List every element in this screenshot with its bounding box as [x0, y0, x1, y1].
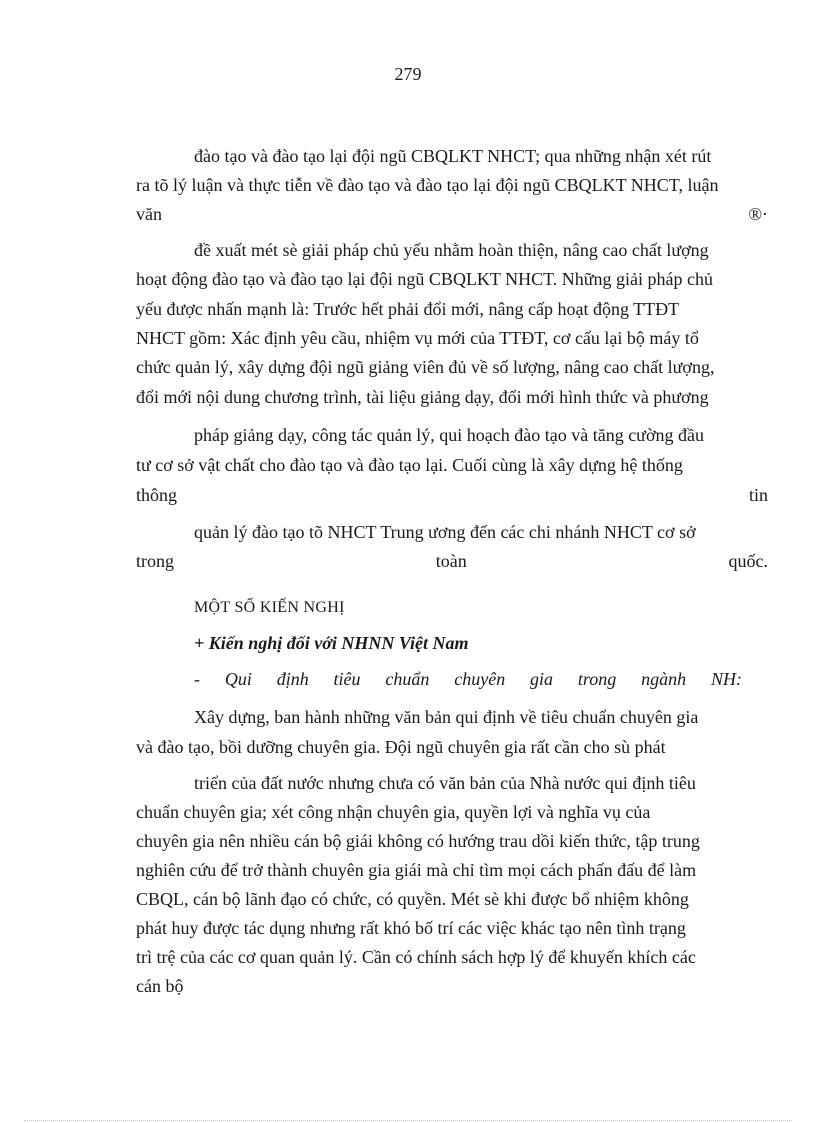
text-line: NHCT gồm: Xác định yêu cầu, nhiệm vụ mới của TTĐT, cơ cấu lại bộ máy tổ [136, 328, 699, 348]
text-word: chuẩn [385, 669, 430, 689]
text-line [136, 550, 768, 572]
text-word: ngành [641, 669, 687, 689]
text-word: định [276, 669, 309, 689]
text-line: CBQL, cán bộ lãnh đạo có chức, có quyền. Mét sè khi được bổ nhiệm không [136, 889, 689, 909]
text-word: quốc. [728, 551, 768, 571]
text-word: NH: [710, 669, 742, 689]
text-word: trong [136, 551, 174, 571]
text-line: pháp giảng dạy, công tác quản lý, qui hoạch đào tạo và tăng cường đầu [194, 425, 704, 445]
text-word: tin [748, 485, 768, 505]
section-heading: MỘT SỐ KIẾN NGHỊ [194, 599, 345, 616]
text-line: phát huy được tác dụng nhưng rất khó bố trí các việc khác tạo nên tình trạng [136, 918, 686, 938]
italic-line [194, 668, 742, 690]
text-line: hoạt động đào tạo và đào tạo lại đội ngũ CBQLKT NHCT. Những giải pháp chủ [136, 269, 713, 289]
text-line: cán bộ [136, 976, 184, 996]
subsection-heading: + Kiến nghị đối với NHNN Việt Nam [194, 633, 469, 653]
text-line: ra tõ lý luận và thực tiễn về đào tạo và đào tạo lại đội ngũ CBQLKT NHCT, luận [136, 175, 719, 195]
text-word: toàn [435, 551, 467, 571]
text-word: - [194, 669, 200, 689]
text-line: chuẩn chuyên gia; xét công nhận chuyên gia, quyền lợi và nghĩa vụ của [136, 802, 651, 822]
text-line: đổi mới nội dung chương trình, tài liệu giảng dạy, đổi mới hình thức và phương [136, 387, 709, 407]
text-word: ®· [748, 204, 768, 224]
text-line: đào tạo và đào tạo lại đội ngũ CBQLKT NHCT; qua những nhận xét rút [194, 146, 712, 166]
text-line: Xây dựng, ban hành những văn bản qui định về tiêu chuẩn chuyên gia [194, 707, 699, 727]
text-word: Qui [224, 669, 252, 689]
text-line: triển của đất nước nhưng chưa có văn bản của Nhà nước qui định tiêu [194, 773, 696, 793]
text-line: trì trệ của các cơ quan quản lý. Cần có chính sách hợp lý để khuyến khích các [136, 947, 696, 967]
text-line [136, 484, 768, 506]
page-number: 279 [394, 64, 422, 84]
text-word: văn [136, 204, 162, 224]
text-word: trong [577, 669, 617, 689]
text-line [136, 203, 768, 225]
text-word: thông [136, 485, 178, 505]
page-divider [24, 1120, 792, 1121]
text-line: chức quản lý, xây dựng đội ngũ giảng viên đủ về số lượng, nâng cao chất lượng, [136, 357, 715, 377]
text-line: chuyên gia nên nhiều cán bộ giái không có hướng trau dồi kiến thức, tập trung [136, 831, 700, 851]
text-word: tiêu [333, 669, 361, 689]
text-line: nghiên cứu để trở thành chuyên gia giái mà chỉ tìm mọi cách phấn đấu để làm [136, 860, 697, 880]
text-line: và đào tạo, bồi dưỡng chuyên gia. Đội ngũ chuyên gia rất cần cho sù phát [136, 737, 666, 757]
text-word: chuyên [454, 669, 506, 689]
text-line: tư cơ sở vật chất cho đào tạo và đào tạo lại. Cuối cùng là xây dựng hệ thống [136, 455, 683, 475]
text-line: quản lý đào tạo tõ NHCT Trung ương đến các chi nhánh NHCT cơ sở [194, 522, 696, 542]
text-line: yếu được nhấn mạnh là: Trước hết phải đổi mới, nâng cấp hoạt động TTĐT [136, 299, 680, 319]
text-word: gia [530, 669, 554, 689]
text-line: đề xuất mét sè giải pháp chủ yếu nhằm hoàn thiện, nâng cao chất lượng [194, 240, 709, 260]
